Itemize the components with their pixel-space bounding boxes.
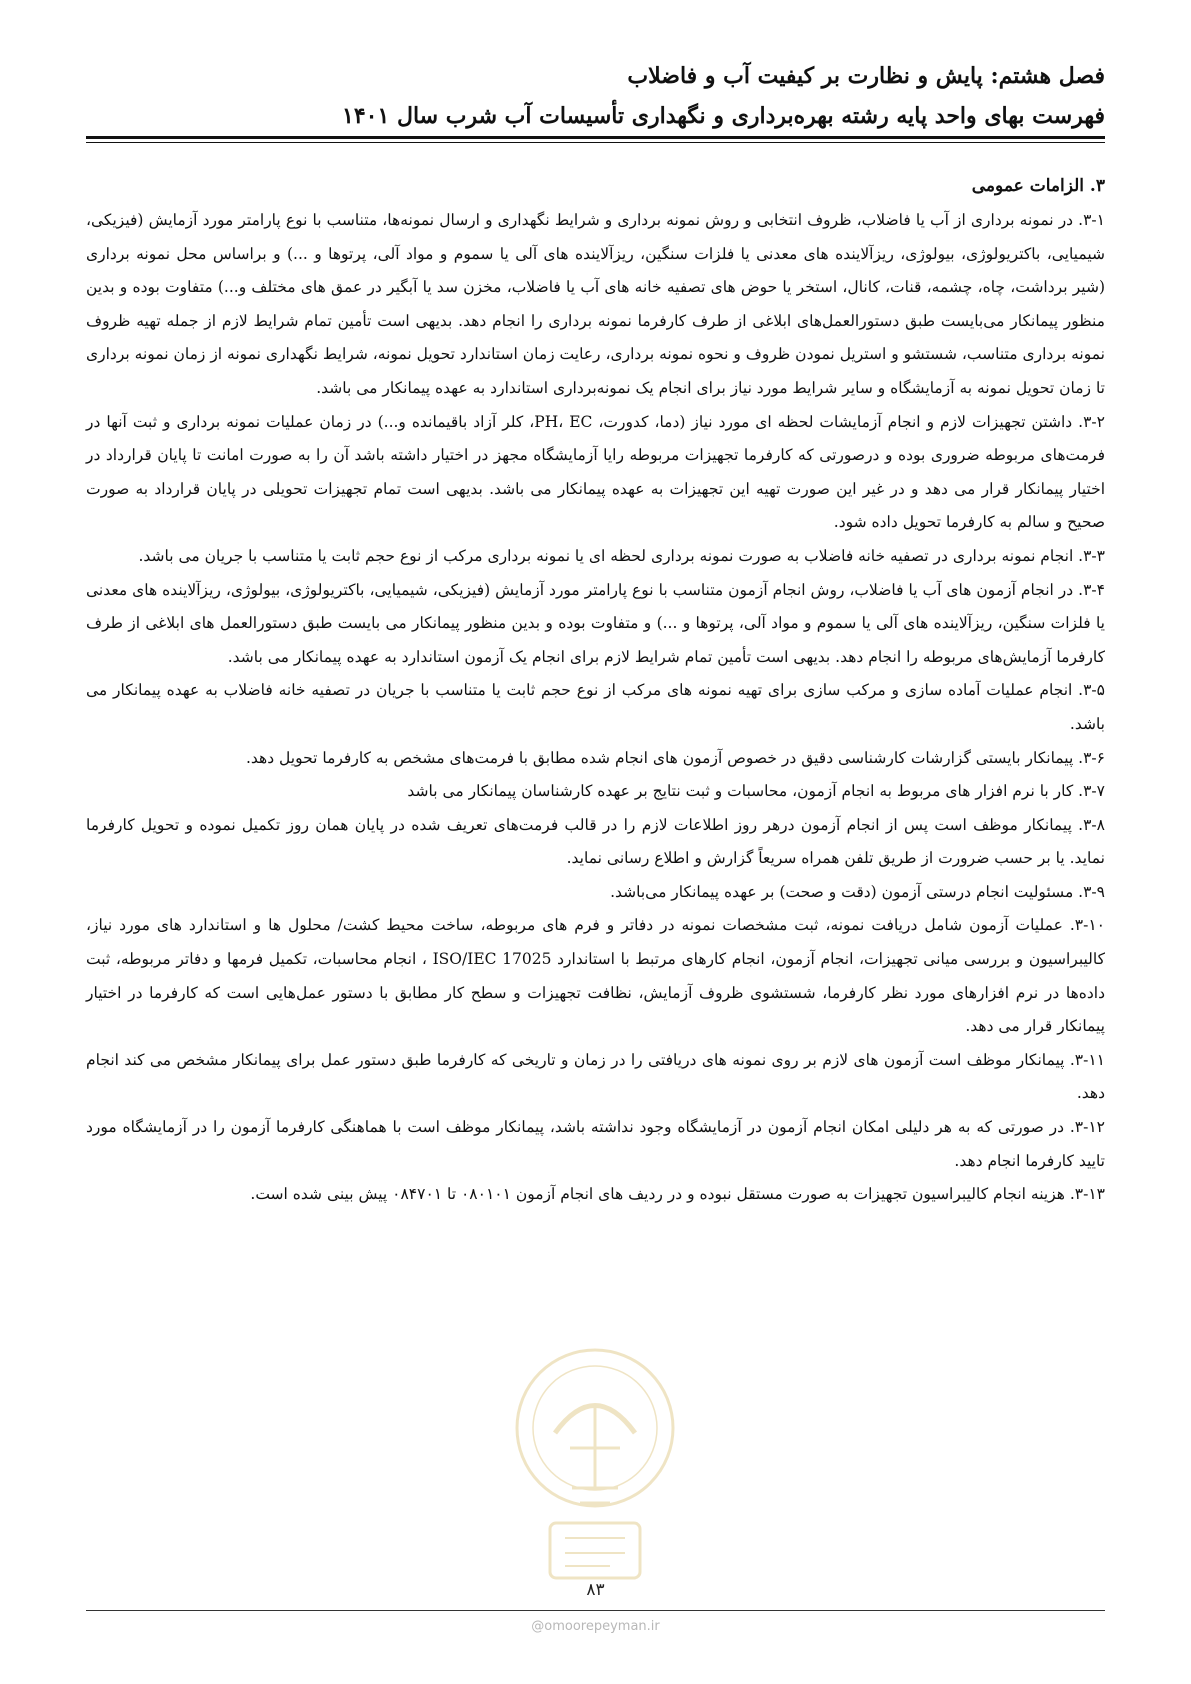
header-divider [86,136,1105,139]
chapter-title: فصل هشتم: پایش و نظارت بر کیفیت آب و فاضلاب [627,63,1105,89]
watermark-url: @omoorepeyman.ir [531,1619,660,1634]
paragraph-3-6: ۳-۶. پیمانکار بایستی گزارشات کارشناسی دقیق در خصوص آزمون های انجام شده مطابق با فرمت‌های مشخص به کارفرما تحویل دهد. [245,748,1105,767]
footer-divider [86,1610,1105,1611]
header-divider-thin [86,142,1105,143]
page-number: ۸۳ [586,1580,605,1600]
paragraph-3-11: ۳-۱۱. پیمانکار موظف است آزمون های لازم بر روی نمونه های دریافتی را در زمان و تاریخی که کارفرما طبق دستور عمل برای پیمانکار مشخص می کند انجام دهد. [86,1050,1105,1103]
paragraph-3-7: ۳-۷. کار با نرم افزار های مربوط به انجام آزمون، محاسبات و ثبت نتایج بر عهده کارشناسان پیمانکار می باشد [407,782,1105,801]
paragraph-3-9: ۳-۹. مسئولیت انجام درستی آزمون (دقت و صحت) بر عهده پیمانکار می‌باشد. [610,882,1105,901]
paragraph-3-12: ۳-۱۲. در صورتی که به هر دلیلی امکان انجام آزمون در آزمایشگاه وجود نداشته باشد، پیمانکار موظف است با هماهنگی کارفرما آزمون را در آزمایشگاه مورد تایید کارفرما انجام دهد. [86,1118,1105,1170]
watermark-logo-icon [510,1338,680,1588]
paragraph-3-10: ۳-۱۰. عملیات آزمون شامل دریافت نمونه، ثبت مشخصات نمونه در دفاتر و فرم های مربوطه، ساخت محیط کشت/ محلول ها و استاندارد های مورد نیاز، کالیبراسیون و بررسی میانی تجهیزات، انجام آزمون، انجام کارهای مرتبط با استاندارد ISO/IEC 17025 ، انجام محاسبات، تکمیل فرمها و دفاتر مربوطه، ثبت داده‌ها در نرم افزارهای مورد نظر کارفرما، شستشوی ظروف آزمایش، نظافت تجهیزات و سطح کار مطابق با دستور عمل‌هایی است که کارفرما در اختیار پیمانکار قرار می دهد. [86,916,1105,1036]
paragraph-3-5: ۳-۵. انجام عملیات آماده سازی و مرکب سازی برای تهیه نمونه های مرکب از نوع حجم ثابت یا متناسب با جریان در تصفیه خانه فاضلاب به عهده پیمانکار می باشد. [86,681,1105,733]
paragraph-3-8: ۳-۸. پیمانکار موظف است پس از انجام آزمون درهر روز اطلاعات لازم را در قالب فرمت‌های تعریف شده در پایان همان روز تکمیل نموده و تحویل کارفرما نماید. یا بر حسب ضرورت از طریق تلفن همراه سریعاً گزارش و اطلاع رسانی نماید. [86,815,1105,868]
document-body [86,172,1105,1212]
paragraph-3-13: ۳-۱۳. هزینه انجام کالیبراسیون تجهیزات به صورت مستقل نبوده و در ردیف های انجام آزمون ۰۸۰۱۰۱ تا ۰۸۴۷۰۱ پیش بینی شده است. [250,1185,1105,1204]
paragraph-3-2: ۳-۲. داشتن تجهیزات لازم و انجام آزمایشات لحظه ای مورد نیاز (دما، کدورت، PH، EC، کلر آزاد باقیمانده و...) در زمان عملیات نمونه برداری و ثبت آنها در فرمت‌های مربوطه ضروری بوده و درصورتی که کارفرما تجهیزات مربوطه رایا آزمایشگاه مجهز در اختیار داشته باشد آن را به صورت امانت تا پایان قرارداد در اختیار پیمانکار قرار می دهد و در غیر این صورت تهیه این تجهیزات به عهده پیمانکار می باشد. بدیهی است تمام تجهیزات تحویلی در پایان قرارداد به صورت صحیح و سالم به کارفرما تحویل داده شود. [86,412,1105,532]
section-heading: ۳. الزامات عمومی [971,176,1105,196]
price-list-title: فهرست بهای واحد پایه رشته بهره‌برداری و نگهداری تأسیسات آب شرب سال ۱۴۰۱ [342,103,1105,129]
paragraph-3-4: ۳-۴. در انجام آزمون های آب یا فاضلاب، روش انجام آزمون متناسب با نوع پارامتر مورد آزمایش (فیزیکی، شیمیایی، باکتریولوژی، بیولوژی، ریزآلاینده های معدنی یا فلزات سنگین، ریزآلاینده های آلی یا سموم و مواد آلی، پرتوها و ...) و متفاوت بوده و بدین منظور پیمانکار می بایست طبق دستورالعمل های ابلاغی از طرف کارفرما آزمایش‌های مربوطه را انجام دهد. بدیهی است تأمین تمام شرایط لازم برای انجام یک آزمون استاندارد به عهده پیمانکار می باشد. [86,580,1105,666]
paragraph-3-3: ۳-۳. انجام نمونه برداری در تصفیه خانه فاضلاب به صورت نمونه برداری لحظه ای یا نمونه برداری مرکب از نوع حجم ثابت یا متناسب با جریان می باشد. [138,546,1105,565]
paragraph-3-1: ۳-۱. در نمونه برداری از آب یا فاضلاب، ظروف انتخابی و روش نمونه برداری و شرایط نگهداری و ارسال نمونه‌ها، متناسب با نوع پارامتر مورد آزمایش (فیزیکی، شیمیایی، باکتریولوژی، بیولوژی، ریزآلاینده های معدنی یا فلزات سنگین، ریزآلاینده های آلی یا سموم و مواد آلی، پرتوها و ...) و براساس محل نمونه برداری (شیر برداشت، چاه، چشمه، قنات، کانال، استخر یا حوض های تصفیه خانه های آب یا فاضلاب، مخزن سد یا آبگیر در عمق های مختلف و...) متفاوت بوده و بدین منظور پیمانکار می‌بایست طبق دستورالعمل‌های ابلاغی از طرف کارفرما نمونه برداری را انجام دهد. بدیهی است تأمین تمام شرایط لازم از جمله تهیه ظروف نمونه برداری متناسب، شستشو و استریل نمودن ظروف و نحوه نمونه برداری، رعایت زمان استاندارد تحویل نمونه، شرایط نگهداری نمونه از زمان نمونه برداری تا زمان تحویل نمونه به آزمایشگاه و سایر شرایط مورد نیاز برای انجام یک نمونه‌برداری استاندارد به عهده پیمانکار می باشد. [86,211,1105,397]
page-header [86,56,1105,136]
